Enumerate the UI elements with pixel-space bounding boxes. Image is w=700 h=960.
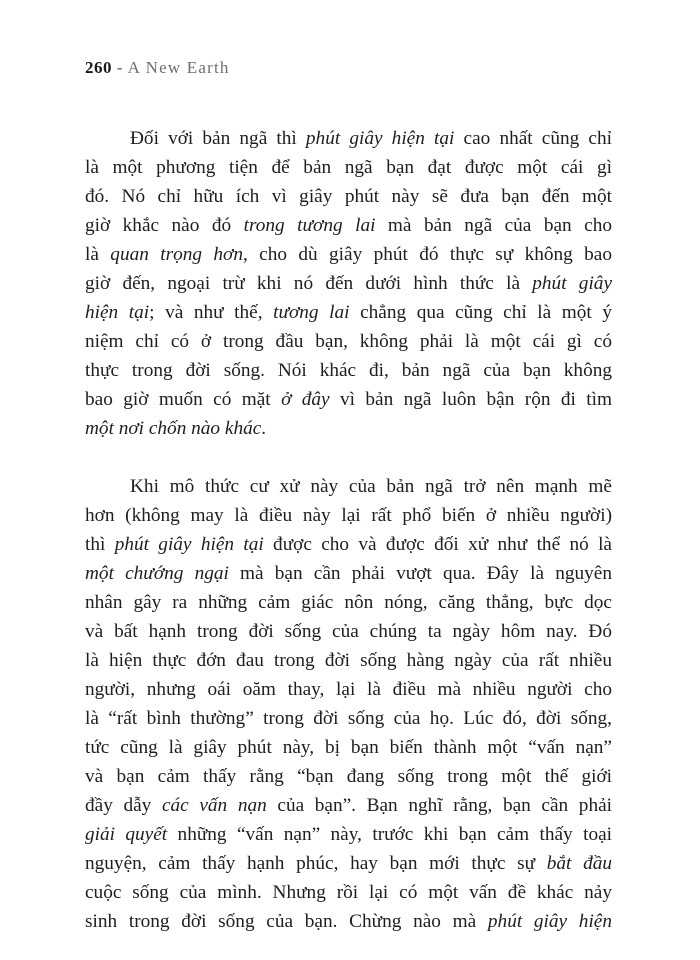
- italic-phrase: giải quyết: [85, 824, 168, 845]
- text-line: [85, 675, 612, 704]
- text-line: [85, 530, 612, 559]
- text-run: hơn (không may là điều này lại rất phổ biến ở nhiều người): [85, 505, 612, 526]
- paragraph-gap: [85, 443, 612, 472]
- text-run: thì: [85, 534, 115, 555]
- text-line: [85, 124, 612, 153]
- book-title: A New Earth: [127, 58, 230, 77]
- text-line: [85, 472, 612, 501]
- text-run: giờ khắc nào đó: [85, 215, 244, 236]
- italic-phrase: phút giây hiện: [487, 911, 612, 932]
- paragraph: [85, 472, 612, 936]
- italic-phrase: ở đây: [281, 389, 330, 410]
- text-line: [85, 588, 612, 617]
- text-run: niệm chỉ có ở trong đầu bạn, không phải là một cái gì có: [85, 331, 612, 352]
- text-run: và bất hạnh trong đời sống của chúng ta ngày hôm nay. Đó: [85, 621, 612, 642]
- text-run: sinh trong đời sống của bạn. Chừng nào mà: [85, 911, 488, 932]
- text-line: [85, 182, 612, 211]
- text-run: nguyện, cảm thấy hạnh phúc, hay bạn mới thực sự: [85, 853, 547, 874]
- text-run: Khi mô thức cư xử này của bản ngã trở nên mạnh mẽ: [130, 476, 612, 497]
- text-run: giờ đến, ngoại trừ khi nó đến dưới hình thức là: [85, 273, 533, 294]
- text-line: [85, 762, 612, 791]
- text-run: ; và như thế,: [149, 302, 274, 323]
- text-run: những “vấn nạn” này, trước khi bạn cảm thấy toại: [167, 824, 612, 845]
- text-run: chẳng qua cũng chỉ là một ý: [349, 302, 612, 323]
- italic-phrase: hiện tại: [85, 302, 150, 323]
- text-run: vì bản ngã luôn bận rộn đi tìm: [329, 389, 612, 410]
- italic-phrase: một chướng ngại: [85, 563, 229, 584]
- text-run: mà bản ngã của bạn cho: [375, 215, 612, 236]
- text-run: là “rất bình thường” trong đời sống của họ. Lúc đó, đời sống,: [85, 708, 612, 729]
- page-body: [85, 124, 612, 936]
- text-line: [85, 559, 612, 588]
- text-line: [85, 617, 612, 646]
- text-run: thực trong đời sống. Nói khác đi, bản ngã của bạn không: [85, 360, 612, 381]
- text-line: [85, 501, 612, 530]
- text-line: [85, 327, 612, 356]
- text-run: cuộc sống của mình. Nhưng rồi lại có một vấn đề khác nảy: [85, 882, 612, 903]
- text-run: đầy dẫy: [85, 795, 162, 816]
- text-run: đó. Nó chỉ hữu ích vì giây phút này sẽ đưa bạn đến một: [85, 186, 612, 207]
- text-line: [85, 240, 612, 269]
- italic-phrase: một nơi chốn nào khác: [85, 418, 262, 439]
- italic-phrase: phút giây hiện tại: [305, 128, 455, 149]
- text-run: mà bạn cần phải vượt qua. Đây là nguyên: [228, 563, 612, 584]
- text-run: là một phương tiện để bản ngã bạn đạt được một cái gì: [85, 157, 612, 178]
- text-line: [85, 356, 612, 385]
- text-run: tức cũng là giây phút này, bị bạn biến thành một “vấn nạn”: [85, 737, 612, 758]
- italic-phrase: phút giây: [532, 273, 613, 294]
- header-separator: -: [112, 58, 128, 77]
- text-line: [85, 298, 612, 327]
- text-line: [85, 646, 612, 675]
- text-run: và bạn cảm thấy rằng “bạn đang sống trong một thế giới: [85, 766, 612, 787]
- italic-phrase: quan trọng hơn: [110, 244, 243, 265]
- text-run: là hiện thực đớn đau trong đời sống hàng ngày của rất nhiều: [85, 650, 612, 671]
- text-line: [85, 269, 612, 298]
- italic-phrase: tương lai: [273, 302, 350, 323]
- text-line: [85, 820, 612, 849]
- italic-phrase: các vấn nạn: [161, 795, 267, 816]
- text-line: [85, 704, 612, 733]
- text-line: [85, 385, 612, 414]
- text-run: được cho và được đối xử như thể nó là: [263, 534, 612, 555]
- text-line: [85, 907, 612, 936]
- text-run: Đối với bản ngã thì: [130, 128, 306, 149]
- text-run: là: [85, 244, 111, 265]
- italic-phrase: phút giây hiện tại: [114, 534, 264, 555]
- text-line: [85, 733, 612, 762]
- text-line: [85, 153, 612, 182]
- text-run: .: [261, 418, 267, 439]
- text-run: bao giờ muốn có mặt: [85, 389, 282, 410]
- text-line: [85, 878, 612, 907]
- text-run: nhân gây ra những cảm giác nôn nóng, căng thẳng, bực dọc: [85, 592, 612, 613]
- text-line: [85, 791, 612, 820]
- text-line: [85, 849, 612, 878]
- text-run: cao nhất cũng chỉ: [454, 128, 612, 149]
- italic-phrase: trong tương lai: [243, 215, 376, 236]
- italic-phrase: bắt đầu: [546, 853, 612, 874]
- text-line: [85, 414, 612, 443]
- running-header: [85, 58, 230, 78]
- page-number: 260: [85, 58, 112, 77]
- text-run: người, nhưng oái oăm thay, lại là điều mà nhiều người cho: [85, 679, 612, 700]
- text-run: , cho dù giây phút đó thực sự không bao: [242, 244, 613, 265]
- paragraph: [85, 124, 612, 443]
- text-run: của bạn”. Bạn nghĩ rằng, bạn cần phải: [266, 795, 612, 816]
- text-line: [85, 211, 612, 240]
